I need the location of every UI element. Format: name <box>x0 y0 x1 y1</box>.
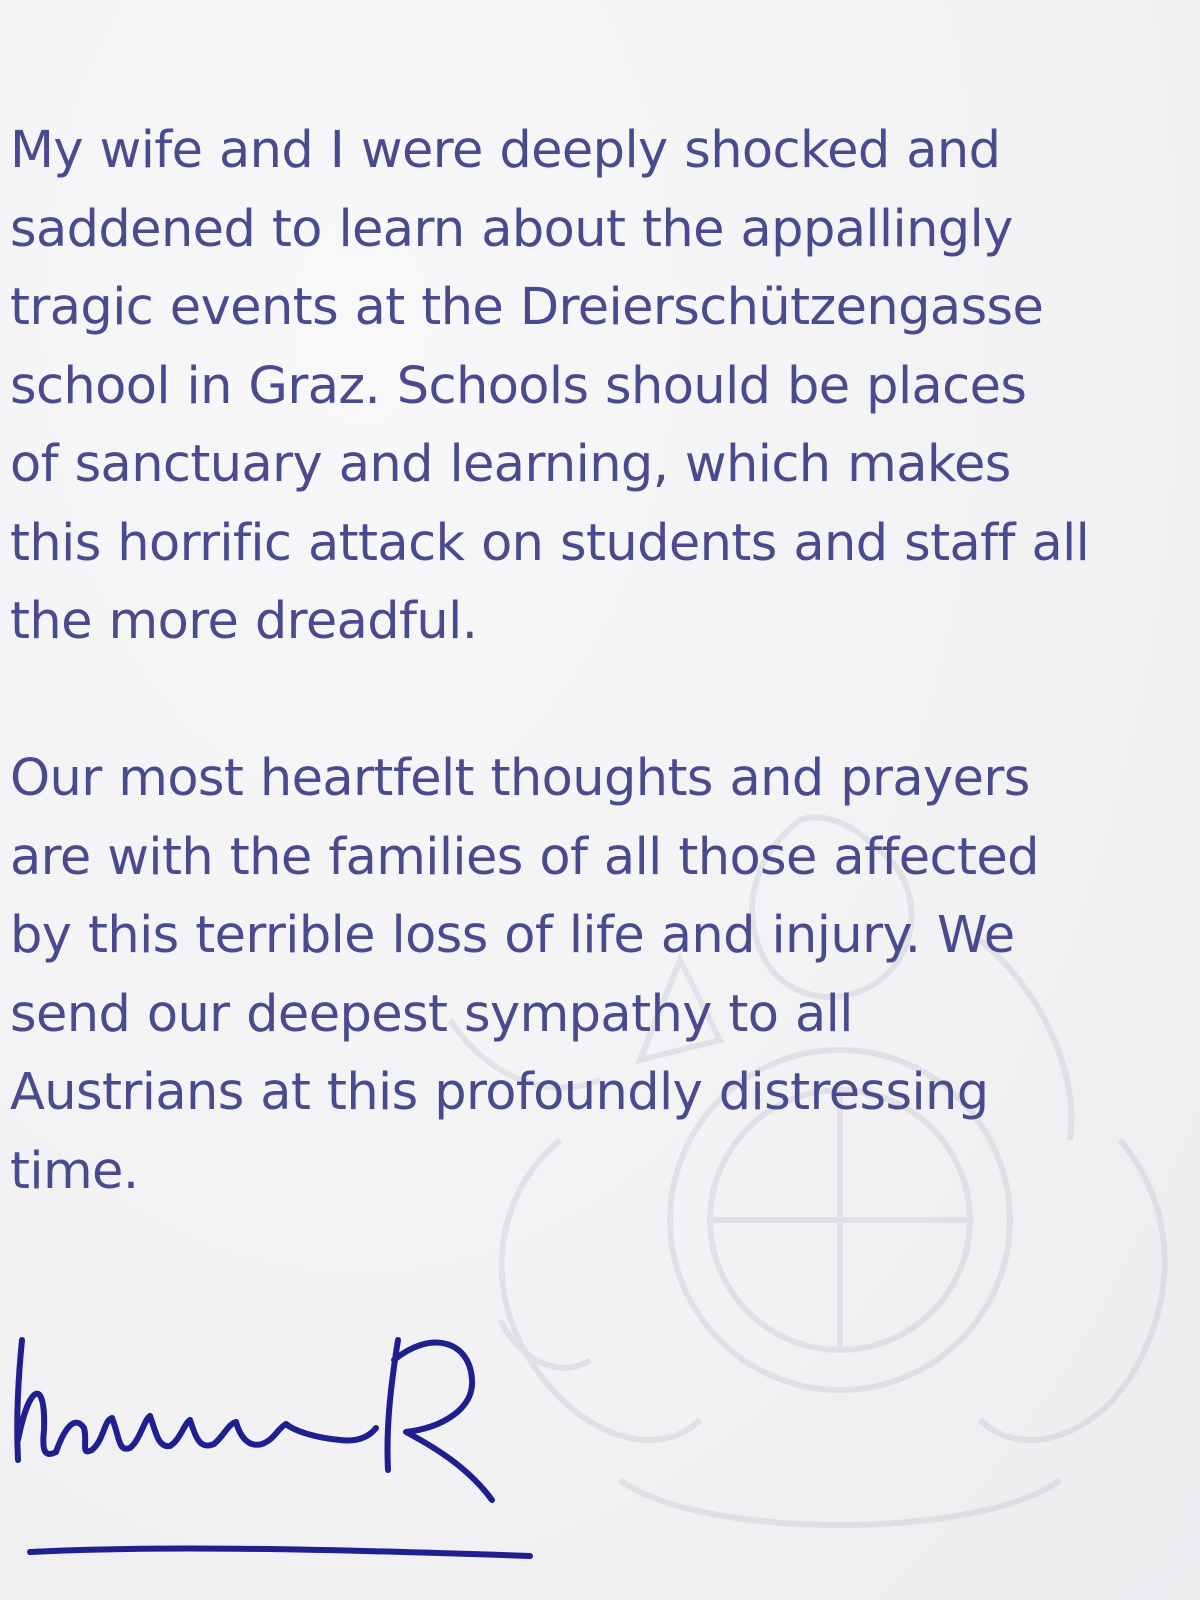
letter-line: Austrians at this profoundly distressing <box>10 1063 989 1122</box>
handwritten-signature <box>0 1320 560 1590</box>
letter-line: of sanctuary and learning, which makes <box>10 435 1011 494</box>
letter-line: Our most heartfelt thoughts and prayers <box>10 749 1030 808</box>
letter-line: school in Graz. Schools should be places <box>10 356 1027 416</box>
letter-line: tragic events at the Dreierschützengasse <box>10 278 1044 337</box>
letter-line: My wife and I were deeply shocked and <box>10 121 1001 180</box>
letter-line: this horrific attack on students and staff all <box>10 513 1090 573</box>
letter-line: saddened to learn about the appallingly <box>10 199 1013 259</box>
paragraph-gap <box>10 662 1190 741</box>
letter-line: are with the families of all those affected <box>10 827 1039 887</box>
letter-body <box>10 112 1190 1211</box>
letter-line: time. <box>10 1141 139 1201</box>
letter-line: send our deepest sympathy to all <box>10 984 853 1044</box>
letter-line: the more dreadful. <box>10 592 478 651</box>
letter-line: by this terrible loss of life and injury. We <box>10 906 1015 965</box>
